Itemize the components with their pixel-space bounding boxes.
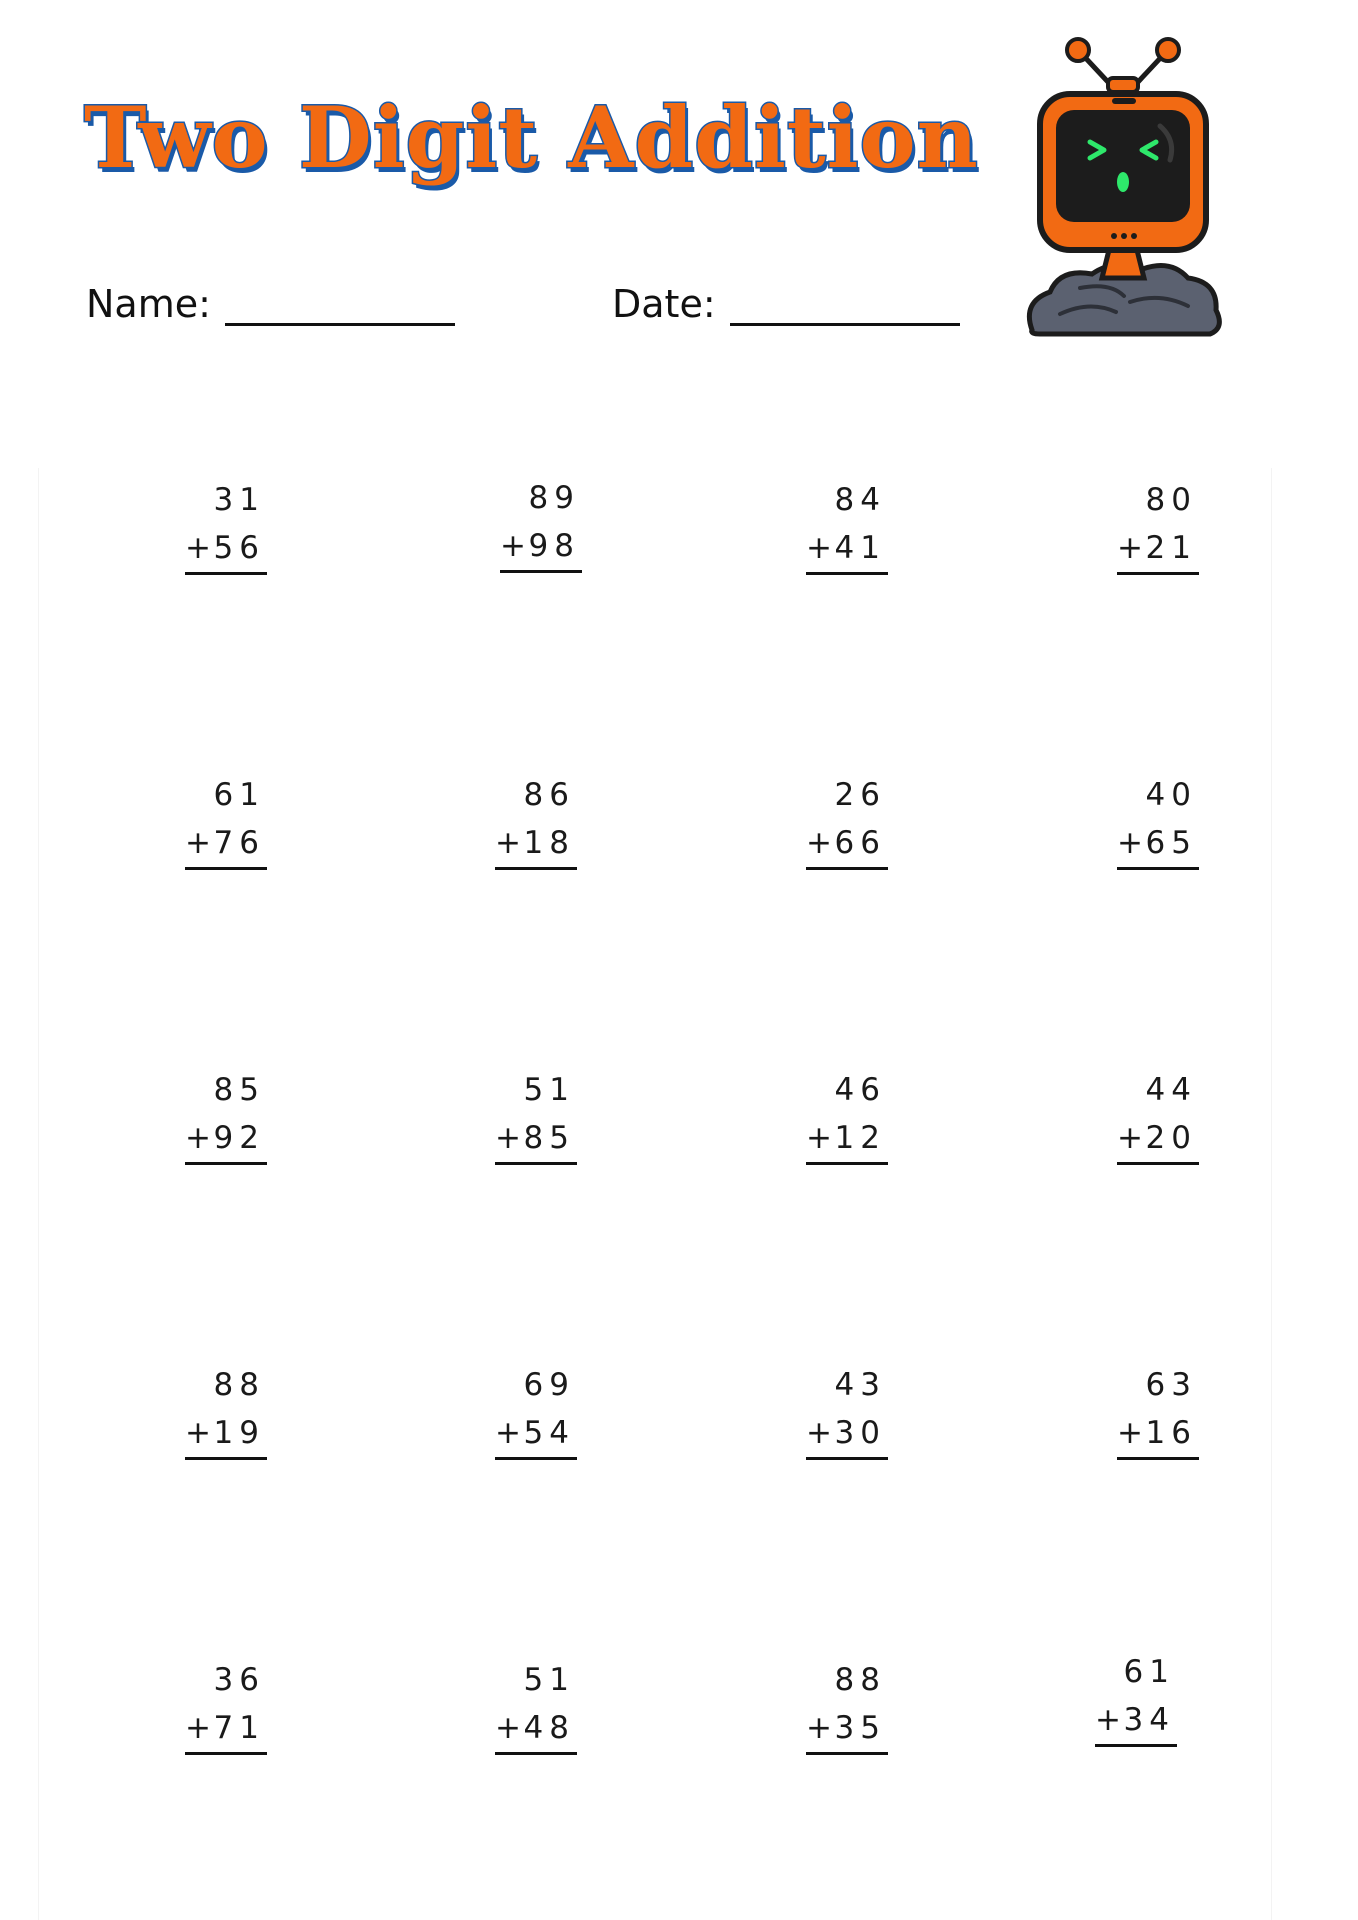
worksheet-title: Two Digit Addition [84, 88, 979, 187]
top-addend: 51 [523, 1662, 575, 1698]
top-addend: 36 [213, 1662, 265, 1698]
answer-rule [806, 867, 888, 870]
answer-rule [1117, 1457, 1199, 1460]
addition-problem [185, 1361, 267, 1460]
answer-rule [1117, 1162, 1199, 1165]
answer-rule [1117, 572, 1199, 575]
answer-rule [185, 867, 267, 870]
date-field [612, 282, 960, 326]
bottom-addend: 76 [213, 825, 265, 861]
plus-sign: + [1095, 1702, 1121, 1738]
top-addend: 80 [1145, 482, 1197, 518]
top-addend: 46 [834, 1072, 886, 1108]
bottom-addend: 30 [834, 1415, 886, 1451]
tv-robot-mascot-icon [1020, 30, 1230, 340]
top-addend: 69 [523, 1367, 575, 1403]
addition-problem [185, 771, 267, 870]
bottom-row [806, 1704, 888, 1752]
bottom-row [806, 819, 888, 867]
bottom-row [1117, 1409, 1199, 1457]
bottom-addend: 71 [213, 1710, 265, 1746]
bottom-row [185, 1114, 267, 1162]
plus-sign: + [185, 530, 211, 566]
plus-sign: + [500, 528, 526, 564]
top-addend: 51 [523, 1072, 575, 1108]
top-addend: 44 [1145, 1072, 1197, 1108]
answer-rule [1117, 867, 1199, 870]
bottom-row [1095, 1696, 1177, 1744]
answer-rule [495, 867, 577, 870]
plus-sign: + [1117, 1415, 1143, 1451]
answer-rule [495, 1162, 577, 1165]
bottom-row [185, 524, 267, 572]
answer-rule [806, 1457, 888, 1460]
plus-sign: + [806, 530, 832, 566]
bottom-addend: 48 [523, 1710, 575, 1746]
plus-sign: + [806, 825, 832, 861]
top-addend: 61 [213, 777, 265, 813]
addition-problem [806, 1066, 888, 1165]
answer-rule [185, 1162, 267, 1165]
bottom-row [495, 1114, 577, 1162]
name-field [86, 282, 455, 326]
addition-problem [500, 474, 582, 573]
bottom-row [806, 1409, 888, 1457]
plus-sign: + [495, 1120, 521, 1156]
top-addend: 26 [834, 777, 886, 813]
plus-sign: + [1117, 1120, 1143, 1156]
addition-problem [1117, 1361, 1199, 1460]
bottom-addend: 41 [834, 530, 886, 566]
bottom-addend: 16 [1145, 1415, 1197, 1451]
name-label: Name: [86, 282, 211, 326]
plus-sign: + [806, 1415, 832, 1451]
bottom-row [185, 1704, 267, 1752]
addition-problem [185, 1656, 267, 1755]
addition-problem [806, 1656, 888, 1755]
bottom-addend: 18 [523, 825, 575, 861]
answer-rule [806, 1162, 888, 1165]
plus-sign: + [1117, 530, 1143, 566]
addition-problem [1095, 1648, 1177, 1747]
bottom-addend: 34 [1123, 1702, 1175, 1738]
plus-sign: + [806, 1120, 832, 1156]
bottom-addend: 66 [834, 825, 886, 861]
top-addend: 40 [1145, 777, 1197, 813]
date-label: Date: [612, 282, 716, 326]
bottom-addend: 92 [213, 1120, 265, 1156]
answer-rule [495, 1752, 577, 1755]
top-addend: 43 [834, 1367, 886, 1403]
bottom-row [1117, 524, 1199, 572]
addition-problem [495, 771, 577, 870]
answer-rule [185, 1457, 267, 1460]
bottom-addend: 20 [1145, 1120, 1197, 1156]
addition-problem [806, 1361, 888, 1460]
addition-problem [806, 476, 888, 575]
addition-problem [185, 1066, 267, 1165]
bottom-addend: 65 [1145, 825, 1197, 861]
addition-problem [806, 771, 888, 870]
bottom-addend: 85 [523, 1120, 575, 1156]
top-addend: 85 [213, 1072, 265, 1108]
answer-rule [806, 572, 888, 575]
plus-sign: + [185, 825, 211, 861]
bottom-row [495, 1409, 577, 1457]
plus-sign: + [495, 1415, 521, 1451]
answer-rule [806, 1752, 888, 1755]
plus-sign: + [495, 825, 521, 861]
plus-sign: + [495, 1710, 521, 1746]
bottom-row [806, 1114, 888, 1162]
bottom-addend: 54 [523, 1415, 575, 1451]
plus-sign: + [185, 1415, 211, 1451]
bottom-addend: 21 [1145, 530, 1197, 566]
bottom-row [495, 1704, 577, 1752]
top-addend: 84 [834, 482, 886, 518]
bottom-addend: 19 [213, 1415, 265, 1451]
top-addend: 61 [1123, 1654, 1175, 1690]
bottom-row [806, 524, 888, 572]
top-addend: 88 [213, 1367, 265, 1403]
plus-sign: + [185, 1710, 211, 1746]
bottom-addend: 12 [834, 1120, 886, 1156]
answer-rule [495, 1457, 577, 1460]
bottom-addend: 35 [834, 1710, 886, 1746]
name-blank-line [225, 283, 455, 326]
addition-problem [1117, 476, 1199, 575]
top-addend: 31 [213, 482, 265, 518]
answer-rule [185, 572, 267, 575]
plus-sign: + [185, 1120, 211, 1156]
bottom-addend: 98 [528, 528, 580, 564]
plus-sign: + [1117, 825, 1143, 861]
bottom-row [185, 819, 267, 867]
answer-rule [500, 570, 582, 573]
plus-sign: + [806, 1710, 832, 1746]
addition-problem [495, 1656, 577, 1755]
bottom-row [185, 1409, 267, 1457]
addition-problem [495, 1066, 577, 1165]
bottom-row [495, 819, 577, 867]
top-addend: 89 [528, 480, 580, 516]
top-addend: 63 [1145, 1367, 1197, 1403]
bottom-row [1117, 1114, 1199, 1162]
bottom-addend: 56 [213, 530, 265, 566]
bottom-row [500, 522, 582, 570]
addition-problem [185, 476, 267, 575]
top-addend: 86 [523, 777, 575, 813]
addition-problem [1117, 771, 1199, 870]
addition-problem [1117, 1066, 1199, 1165]
date-blank-line [730, 283, 960, 326]
answer-rule [185, 1752, 267, 1755]
addition-problem [495, 1361, 577, 1460]
bottom-row [1117, 819, 1199, 867]
answer-rule [1095, 1744, 1177, 1747]
top-addend: 88 [834, 1662, 886, 1698]
